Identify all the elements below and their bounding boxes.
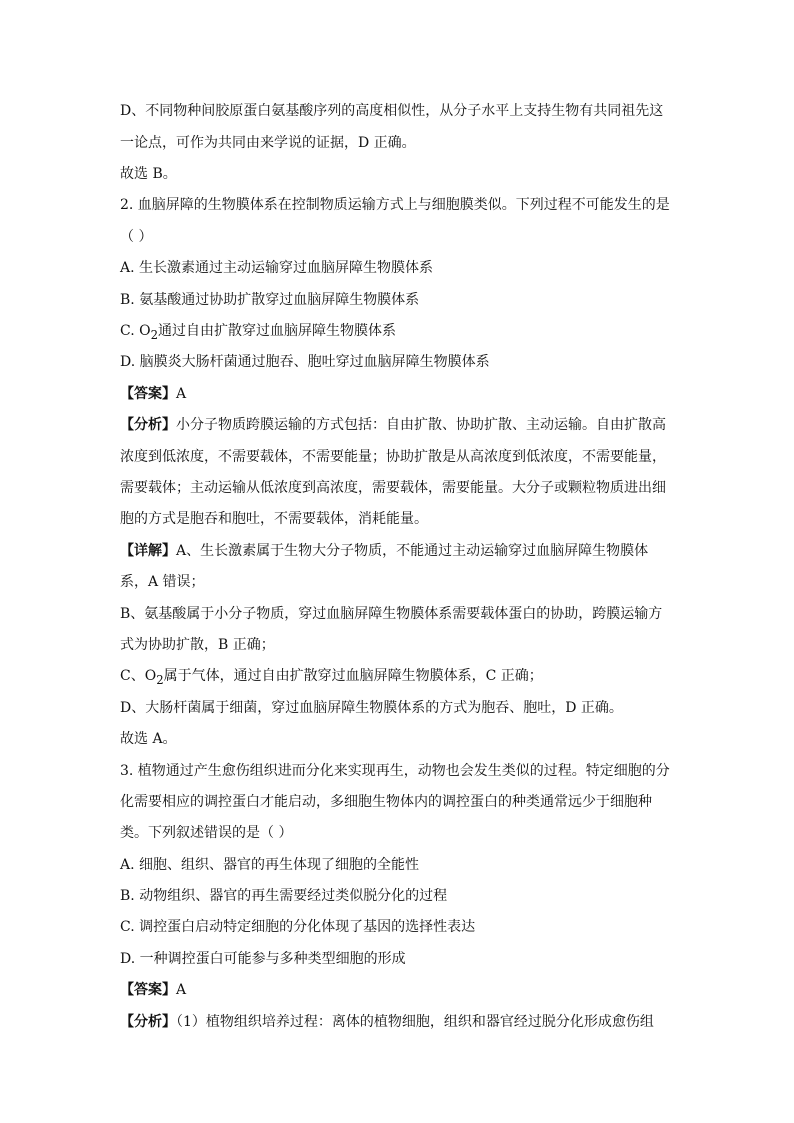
text-line: 需要载体；主动运输从低浓度到高浓度，需要载体，需要能量。大分子或颗粒物质进出细 — [120, 480, 666, 496]
analysis-label: 【分析】 — [120, 1014, 176, 1030]
subscript-2: 2 — [150, 327, 159, 342]
detail-text: A、生长激素属于生物大分子物质，不能通过主动运输穿过血脑屏障生物膜体 — [176, 543, 649, 559]
subscript-2: 2 — [156, 672, 164, 687]
question-3-option-c: C. 调控蛋白启动特定细胞的分化体现了基因的选择性表达 — [120, 919, 476, 935]
analysis-label: 【分析】 — [120, 417, 176, 433]
text-line: D、不同物种间胶原蛋白氨基酸序列的高度相似性，从分子水平上支持生物有共同祖先这 — [120, 103, 664, 119]
text-line: 系，A 错误； — [120, 574, 205, 590]
detail-label: 【详解】 — [120, 543, 176, 559]
answer-label: 【答案】 — [120, 386, 176, 402]
text-line: 故选 B。 — [120, 166, 177, 182]
question-2-option-a: A. 生长激素通过主动运输穿过血脑屏障生物膜体系 — [120, 260, 434, 276]
option-c-prefix: C. O — [120, 323, 151, 339]
question-3-option-d: D. 一种调控蛋白可能参与多种类型细胞的形成 — [120, 951, 406, 967]
analysis-line — [120, 1012, 720, 1032]
analysis-line — [120, 415, 720, 435]
answer-value: A — [176, 386, 187, 402]
text-line: 浓度到低浓度，不需要载体，不需要能量；协助扩散是从高浓度到低浓度，不需要能量， — [120, 449, 666, 465]
detail-c-prefix: C、O — [120, 668, 157, 684]
text-line: 式为协助扩散，B 正确； — [120, 637, 275, 653]
analysis-text: 小分子物质跨膜运输的方式包括：自由扩散、协助扩散、主动运输。自由扩散高 — [176, 417, 666, 433]
answer-label: 【答案】 — [120, 982, 176, 998]
question-2-option-c — [120, 321, 720, 345]
question-2-parens: （ ） — [120, 229, 153, 245]
text-line: 故选 A。 — [120, 731, 177, 747]
question-3-stem: 3. 植物通过产生愈伤组织进而分化来实现再生，动物也会发生类似的过程。特定细胞的分 — [120, 763, 670, 779]
text-line — [120, 666, 720, 690]
analysis-text: （1）植物组织培养过程：离体的植物细胞，组织和器官经过脱分化形成愈伤组 — [176, 1014, 654, 1030]
text-line: B、氨基酸属于小分子物质，穿过血脑屏障生物膜体系需要载体蛋白的协助，跨膜运输方 — [120, 606, 663, 622]
answer-line — [120, 384, 720, 404]
text-line: 化需要相应的调控蛋白才能启动，多细胞生物体内的调控蛋白的种类通常远少于细胞种 — [120, 794, 652, 810]
answer-line — [120, 980, 720, 1000]
text-line: 一论点，可作为共同由来学说的证据，D 正确。 — [120, 135, 416, 151]
question-2-stem: 2. 血脑屏障的生物膜体系在控制物质运输方式上与细胞膜类似。下列过程不可能发生的是 — [120, 197, 670, 213]
detail-c-rest: 属于气体，通过自由扩散穿过血脑屏障生物膜体系，C 正确； — [163, 668, 543, 684]
question-2-option-b: B. 氨基酸通过协助扩散穿过血脑屏障生物膜体系 — [120, 292, 420, 308]
answer-value: A — [176, 982, 187, 998]
text-line: 类。下列叙述错误的是（ ） — [120, 825, 293, 841]
detail-line — [120, 541, 720, 561]
option-c-rest: 通过自由扩散穿过血脑屏障生物膜体系 — [158, 323, 397, 339]
question-2-option-d: D. 脑膜炎大肠杆菌通过胞吞、胞吐穿过血脑屏障生物膜体系 — [120, 354, 490, 370]
text-line: 胞的方式是胞吞和胞吐，不需要载体，消耗能量。 — [120, 511, 428, 527]
question-3-option-a: A. 细胞、组织、器官的再生体现了细胞的全能性 — [120, 857, 420, 873]
question-3-option-b: B. 动物组织、器官的再生需要经过类似脱分化的过程 — [120, 888, 448, 904]
text-line: D、大肠杆菌属于细菌，穿过血脑屏障生物膜体系的方式为胞吞、胞吐，D 正确。 — [120, 700, 623, 716]
